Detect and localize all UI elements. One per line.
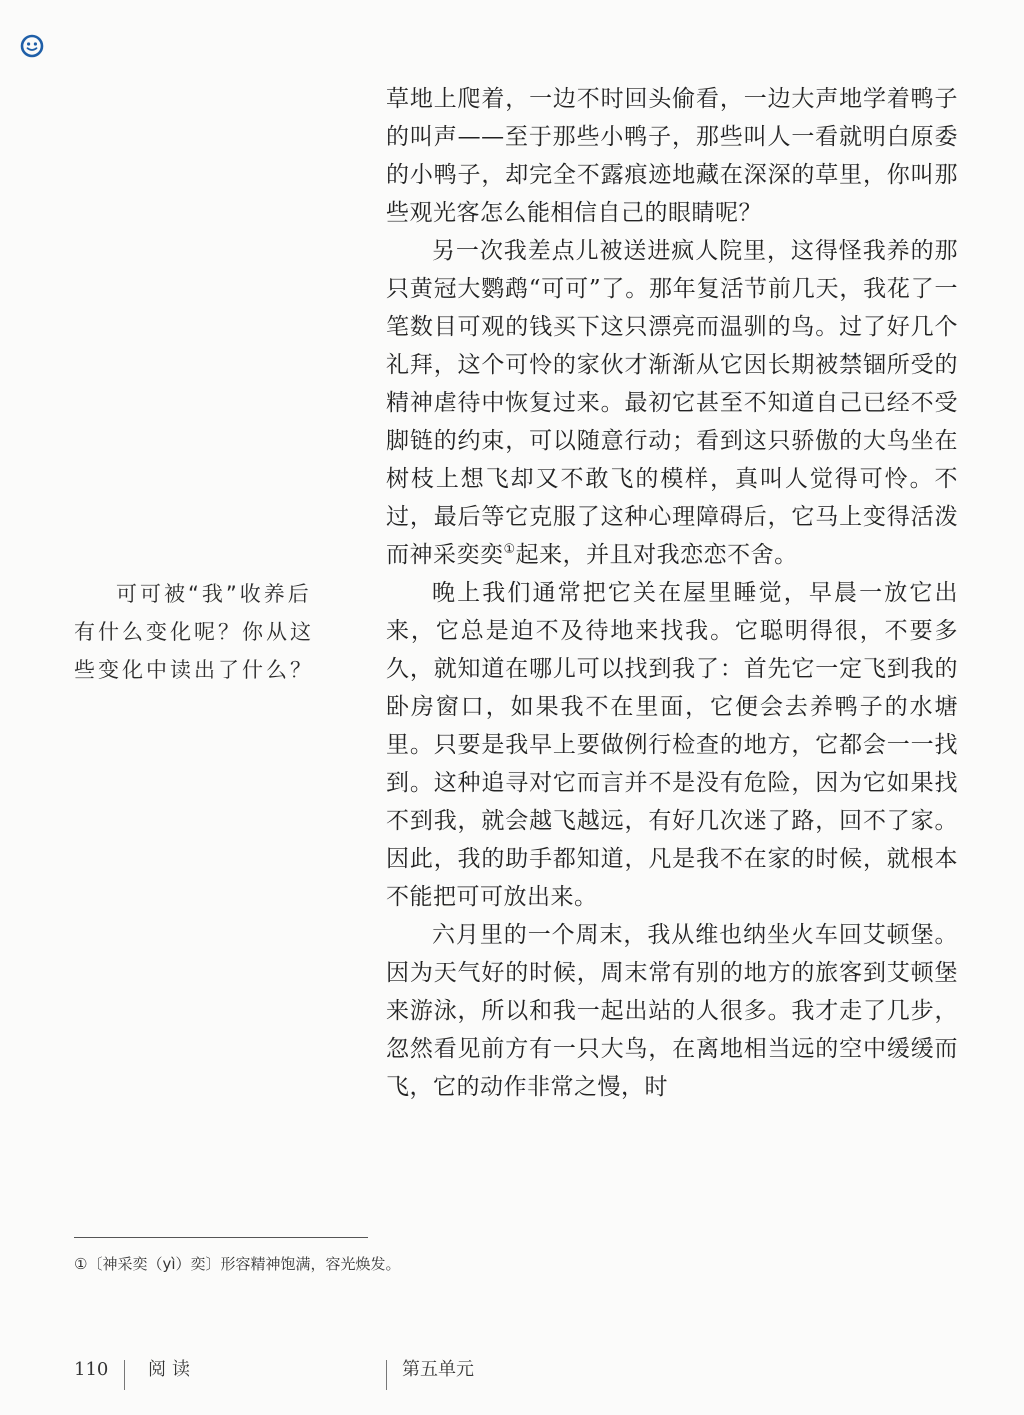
paragraph-morning: 晚上我们通常把它关在屋里睡觉，早晨一放它出来，它总是迫不及待地来找我。它聪明得很，不要多久，就知道在哪儿可以找到我了：首先它一定飞到我的卧房窗口，如果我不在里面，它便会去养鸭子的水塘里。只要是我早上要做例行检查的地方，它都会一一找到。这种追寻对它而言并不是没有危险，因为它如果找不到我，就会越飞越远，有好几次迷了路，回不了家。因此，我的助手都知道，凡是我不在家的时候，就根本不能把可可放出来。: [386, 580, 958, 910]
paragraph-coco: [386, 232, 958, 574]
paragraph-coco-text-end: 起来，并且对我恋恋不舍。: [515, 542, 798, 568]
paragraph-coco-text: 另一次我差点儿被送进疯人院里，这得怪我养的那只黄冠大鹦鹉“可可”了。那年复活节前几天，我花了一笔数目可观的钱买下这只漂亮而温驯的鸟。过了好几个礼拜，这个可怜的家伙才渐渐从它因长期被禁锢所受的精神虐待中恢复过来。最初它甚至不知道自己已经不受脚链的约束，可以随意行动；看到这只骄傲的大鸟坐在树枝上想飞却又不敢飞的模样，真叫人觉得可怜。不过，最后等它克服了这种心理障碍后，它马上变得活泼而神采奕奕: [386, 238, 958, 568]
side-note-question: 可可被“我”收养后有什么变化呢？你从这些变化中读出了什么？: [74, 582, 314, 682]
main-text: [386, 80, 958, 1106]
unit-label: 第五单元: [402, 1359, 474, 1380]
footer-divider-left: [124, 1360, 125, 1390]
paragraph-continued: 草地上爬着，一边不时回头偷看，一边大声地学着鸭子的叫声——至于那些小鸭子，那些叫人一看就明白原委的小鸭子，却完全不露痕迹地藏在深深的草里，你叫那些观光客怎么能相信自己的眼睛呢？: [386, 86, 958, 226]
footnote-divider: [74, 1237, 368, 1238]
smiley-icon: [20, 34, 44, 58]
section-label: 阅读: [148, 1359, 196, 1380]
footer-divider-right: [386, 1360, 387, 1390]
footnote-marker: ①: [503, 542, 516, 557]
paragraph-june: 六月里的一个周末，我从维也纳坐火车回艾顿堡。因为天气好的时候，周末常有别的地方的旅客到艾顿堡来游泳，所以和我一起出站的人很多。我才走了几步，忽然看见前方有一只大鸟，在离地相当远的空中缓缓而飞，它的动作非常之慢，时: [386, 922, 958, 1100]
footnote: ①〔神采奕（yì）奕〕形容精神饱满，容光焕发。: [74, 1255, 401, 1273]
page-number: 110: [74, 1359, 109, 1380]
